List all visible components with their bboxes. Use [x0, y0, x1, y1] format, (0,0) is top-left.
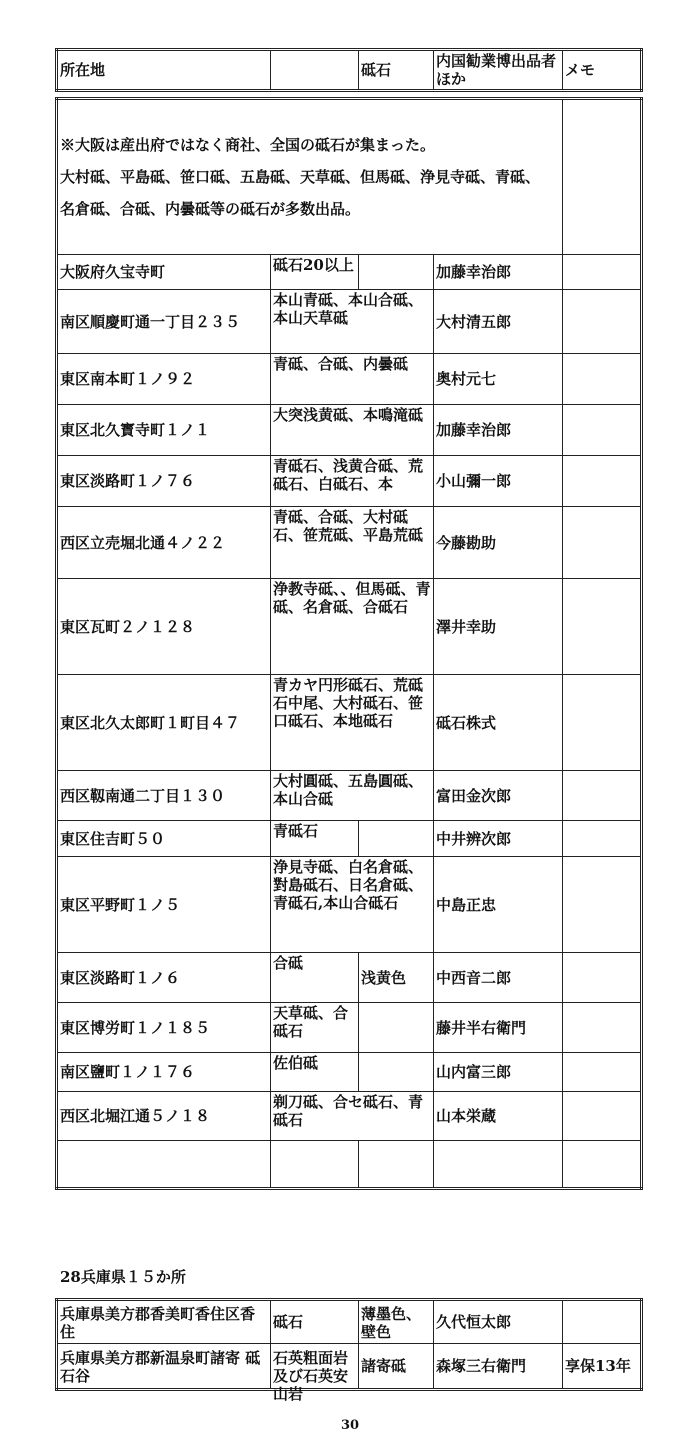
cell-stones: 大突浅黄砥、本鳴滝砥 — [271, 405, 434, 456]
cell-memo — [563, 507, 642, 579]
cell-color — [359, 821, 434, 857]
table-row — [57, 1053, 642, 1092]
cell-memo — [563, 675, 642, 771]
cell-memo — [563, 821, 642, 857]
cell-memo — [563, 1300, 642, 1344]
cell-location: 東区淡路町１ノ７６ — [57, 456, 271, 507]
table-row — [57, 821, 642, 857]
cell-color — [359, 1344, 434, 1390]
cell-stones: 砥石20以上 — [271, 255, 359, 290]
cell-stones: 合砥 — [271, 953, 359, 1003]
cell-stones: 大村圓砥、五島圓砥、本山合砥 — [271, 771, 434, 821]
cell-memo — [563, 857, 642, 953]
cell-name: 砥石株式 — [434, 675, 563, 771]
cell-name: 大村清五郎 — [434, 290, 563, 354]
cell-stones-text: 石英粗面岩及び石英安山岩 — [273, 1349, 349, 1403]
cell-stones: 青砥石 — [271, 821, 359, 857]
page-number: 30 — [340, 1418, 360, 1433]
cell-name — [434, 1344, 563, 1390]
cell-stones: 剃刀砥、合セ砥石、青砥石 — [271, 1092, 434, 1141]
header-row — [57, 50, 642, 91]
table-row — [57, 507, 642, 579]
table-row — [57, 675, 642, 771]
cell-memo — [563, 290, 642, 354]
cell-stones: 佐伯砥 — [271, 1053, 359, 1092]
cell-color — [359, 1300, 434, 1344]
table-row — [57, 771, 642, 821]
cell-location: 西区立売堀北通４ノ２２ — [57, 507, 271, 579]
cell-location: 東区南本町１ノ９２ — [57, 354, 271, 405]
table-row — [57, 579, 642, 675]
cell-stones: 青砥、合砥、内曇砥 — [271, 354, 434, 405]
cell-location: 東区平野町１ノ５ — [57, 857, 271, 953]
hyogo-table — [55, 1298, 643, 1403]
cell-location: 大阪府久宝寺町 — [57, 255, 271, 290]
cell-location: 東区瓦町２ノ１２８ — [57, 579, 271, 675]
empty-cell — [271, 1141, 359, 1189]
cell-name: 山内富三郎 — [434, 1053, 563, 1092]
table-row — [57, 953, 642, 1003]
empty-cell — [563, 1141, 642, 1189]
cell-name: 藤井半右衛門 — [434, 1003, 563, 1053]
cell-location — [57, 1300, 271, 1344]
cell-memo — [563, 579, 642, 675]
cell-color — [359, 1053, 434, 1092]
table-row — [57, 405, 642, 456]
cell-color — [359, 1003, 434, 1053]
table-row — [57, 290, 642, 354]
cell-color-text: 諸寄砥 — [361, 1357, 407, 1375]
cell-stones: 浄見寺砥、白名倉砥、對島砥石、日名倉砥、青砥石,本山合砥石 — [271, 857, 434, 953]
cell-memo — [563, 1053, 642, 1092]
empty-cell — [359, 1141, 434, 1189]
table-row — [57, 354, 642, 405]
table-row — [57, 1344, 642, 1390]
cell-location: 東区北久寳寺町１ノ１ — [57, 405, 271, 456]
note-line-3: 名倉砥、合砥、内曇砥等の砥石が多数出品。 — [60, 200, 361, 218]
cell-memo-text: 享保13年 — [565, 1357, 631, 1375]
section-heading: 28兵庫県１５か所 — [60, 1268, 186, 1286]
cell-name-text: 久代恒太郎 — [436, 1313, 512, 1331]
table-row — [57, 255, 642, 290]
cell-location-text: 兵庫県美方郡香美町香住区香住 — [60, 1305, 256, 1341]
cell-location: 南区順慶町通一丁目２３５ — [57, 290, 271, 354]
cell-memo — [563, 456, 642, 507]
cell-color-text: 薄墨色、壁色 — [361, 1305, 422, 1341]
table-row — [57, 1300, 642, 1344]
cell-memo — [563, 255, 642, 290]
empty-cell — [434, 1141, 563, 1189]
cell-name: 小山彌一郎 — [434, 456, 563, 507]
cell-memo — [563, 354, 642, 405]
table-row — [57, 456, 642, 507]
cell-stones: 浄教寺砥、、但馬砥、青砥、名倉砥、合砥石 — [271, 579, 434, 675]
cell-location-text: 兵庫県美方郡新温泉町諸寄 砥石谷 — [60, 1349, 261, 1385]
table-row — [57, 1003, 642, 1053]
cell-name: 中井辨次郎 — [434, 821, 563, 857]
table-row — [57, 1092, 642, 1141]
cell-location: 西区北堀江通５ノ１８ — [57, 1092, 271, 1141]
cell-stones: 青砥、合砥、大村砥石、笹荒砥、平島荒砥 — [271, 507, 434, 579]
note-memo-cell — [563, 99, 642, 255]
header-whetstone: 砥石 — [359, 50, 434, 91]
cell-memo — [563, 771, 642, 821]
cell-location: 東区住吉町５０ — [57, 821, 271, 857]
note-line-2: 大村砥、平島砥、笹口砥、五島砥、天草砥、但馬砥、浄見寺砥、青砥、 — [60, 168, 541, 186]
cell-memo — [563, 1344, 642, 1390]
cell-memo — [563, 1092, 642, 1141]
cell-name — [434, 1300, 563, 1344]
cell-location: 東区北久太郎町１町目４７ — [57, 675, 271, 771]
cell-name: 加藤幸治郎 — [434, 405, 563, 456]
cell-name: 奥村元七 — [434, 354, 563, 405]
header-table — [55, 48, 643, 92]
cell-name: 加藤幸治郎 — [434, 255, 563, 290]
cell-location: 西区靱南通二丁目１３０ — [57, 771, 271, 821]
cell-name: 中島正忠 — [434, 857, 563, 953]
cell-stones — [271, 1300, 359, 1344]
cell-stones: 本山青砥、本山合砥、本山天草砥 — [271, 290, 434, 354]
empty-row — [57, 1141, 642, 1189]
cell-name: 富田金次郎 — [434, 771, 563, 821]
cell-name: 山本栄蔵 — [434, 1092, 563, 1141]
cell-name-text: 森塚三右衛門 — [436, 1357, 527, 1375]
header-location: 所在地 — [57, 50, 271, 91]
cell-name: 中西音二郎 — [434, 953, 563, 1003]
cell-memo — [563, 1003, 642, 1053]
cell-stones-text: 砥石 — [273, 1313, 304, 1331]
cell-stones: 青砥石、浅黄合砥、荒砥石、白砥石、本 — [271, 456, 434, 507]
cell-stones: 天草砥、合砥石 — [271, 1003, 359, 1053]
cell-name: 澤井幸助 — [434, 579, 563, 675]
header-memo: メモ — [563, 50, 642, 91]
cell-memo — [563, 405, 642, 456]
note-row — [57, 99, 642, 255]
cell-stones: 青カヤ円形砥石、荒砥石中尾、大村砥石、笹口砥石、本地砥石 — [271, 675, 434, 771]
cell-stones — [271, 1344, 359, 1403]
cell-location: 東区淡路町１ノ６ — [57, 953, 271, 1003]
table-row — [57, 857, 642, 953]
cell-location: 東区博労町１ノ１８５ — [57, 1003, 271, 1053]
header-exhibitor: 内国勧業博出品者ほか — [434, 50, 563, 91]
header-blank — [271, 50, 359, 91]
cell-color — [359, 255, 434, 290]
note-cell — [57, 99, 563, 255]
cell-color: 浅黄色 — [359, 953, 434, 1003]
cell-name: 今藤勘助 — [434, 507, 563, 579]
empty-cell — [57, 1141, 271, 1189]
cell-memo — [563, 953, 642, 1003]
cell-location: 南区鹽町１ノ１７６ — [57, 1053, 271, 1092]
cell-location — [57, 1344, 271, 1390]
note-line-1: ※大阪は産出府ではなく商社、全国の砥石が集まった。 — [60, 136, 436, 154]
osaka-table — [55, 97, 643, 1190]
